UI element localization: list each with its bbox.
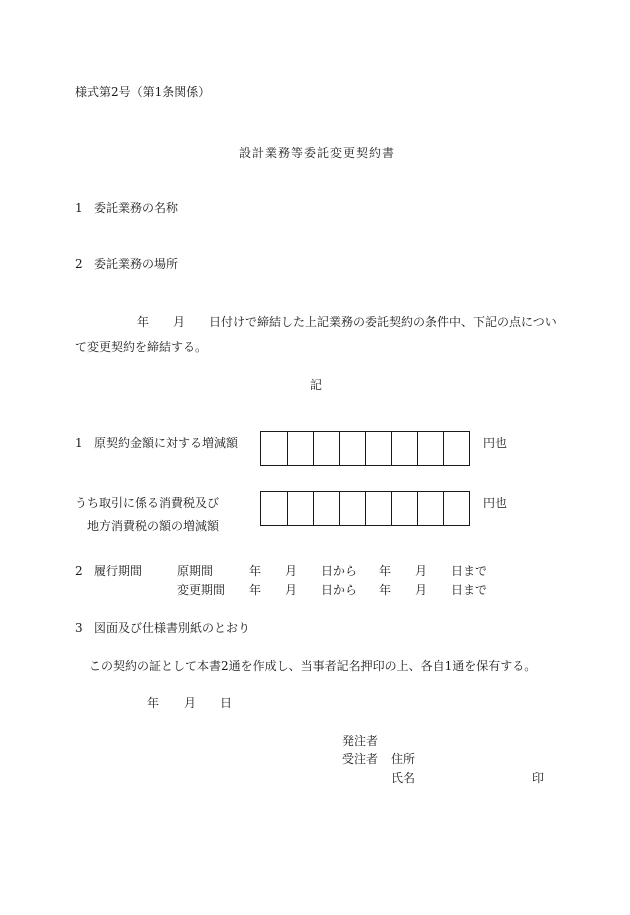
amount-number: 1 (75, 436, 83, 450)
digit-box[interactable] (339, 492, 365, 525)
digit-box[interactable] (365, 492, 391, 525)
changed-end-month: 月 (415, 583, 428, 597)
contractor-label: 受注者 (342, 752, 379, 766)
digit-box[interactable] (287, 432, 313, 465)
tax-unit: 円也 (483, 496, 508, 510)
changed-start-day: 日から (321, 583, 358, 597)
seal-mark: 印 (532, 771, 545, 785)
digit-box[interactable] (391, 492, 417, 525)
intro-month: 月 (173, 315, 186, 329)
date-day: 日 (220, 696, 233, 710)
item-3-label: 図面及び仕様書別紙のとおり (94, 621, 251, 635)
changed-period-label: 変更期間 (177, 583, 226, 597)
digit-box[interactable] (313, 432, 339, 465)
item-2-number: 2 (75, 257, 83, 271)
period-number: 2 (75, 564, 83, 578)
date-year: 年 (147, 696, 160, 710)
item-1-number: 1 (75, 201, 83, 215)
orderer-label: 発注者 (342, 734, 379, 748)
original-start-year: 年 (249, 564, 262, 578)
intro-line-2: て変更契約を締結する。 (75, 340, 208, 354)
changed-end-day: 日まで (451, 583, 488, 597)
intro-year: 年 (137, 315, 150, 329)
proof-sentence: この契約の証として本書2通を作成し、当事者記名押印の上、各自1通を保有する。 (89, 659, 537, 673)
original-period-label: 原期間 (177, 564, 214, 578)
digit-box[interactable] (417, 492, 443, 525)
digit-box[interactable] (287, 492, 313, 525)
digit-box[interactable] (391, 432, 417, 465)
tax-label-line-1: うち取引に係る消費税及び (75, 496, 220, 510)
tax-label-line-2: 地方消費税の額の増減額 (87, 519, 220, 533)
form-number: 様式第2号（第1条関係） (75, 85, 211, 99)
original-end-month: 月 (415, 564, 428, 578)
tax-digit-boxes (260, 491, 470, 526)
original-start-day: 日から (321, 564, 358, 578)
digit-box[interactable] (365, 432, 391, 465)
digit-box[interactable] (313, 492, 339, 525)
item-1-label: 委託業務の名称 (94, 201, 179, 215)
original-start-month: 月 (285, 564, 298, 578)
changed-start-year: 年 (249, 583, 262, 597)
name-label: 氏名 (391, 771, 416, 785)
address-label: 住所 (391, 752, 416, 766)
digit-box[interactable] (417, 432, 443, 465)
item-3-number: 3 (75, 621, 83, 635)
amount-unit: 円也 (483, 436, 508, 450)
changed-start-month: 月 (285, 583, 298, 597)
ki-heading: 記 (310, 378, 323, 392)
amount-label: 原契約金額に対する増減額 (94, 436, 239, 450)
original-end-day: 日まで (451, 564, 488, 578)
digit-box[interactable] (261, 432, 287, 465)
item-2-label: 委託業務の場所 (94, 257, 179, 271)
digit-box[interactable] (443, 492, 469, 525)
amount-digit-boxes (260, 431, 470, 466)
period-label: 履行期間 (94, 564, 143, 578)
intro-line-1: 日付けで締結した上記業務の委託契約の条件中、下記の点につい (209, 315, 557, 329)
changed-end-year: 年 (379, 583, 392, 597)
document-title: 設計業務等委託変更契約書 (239, 146, 396, 160)
digit-box[interactable] (261, 492, 287, 525)
digit-box[interactable] (443, 432, 469, 465)
digit-box[interactable] (339, 432, 365, 465)
original-end-year: 年 (379, 564, 392, 578)
date-month: 月 (184, 696, 197, 710)
